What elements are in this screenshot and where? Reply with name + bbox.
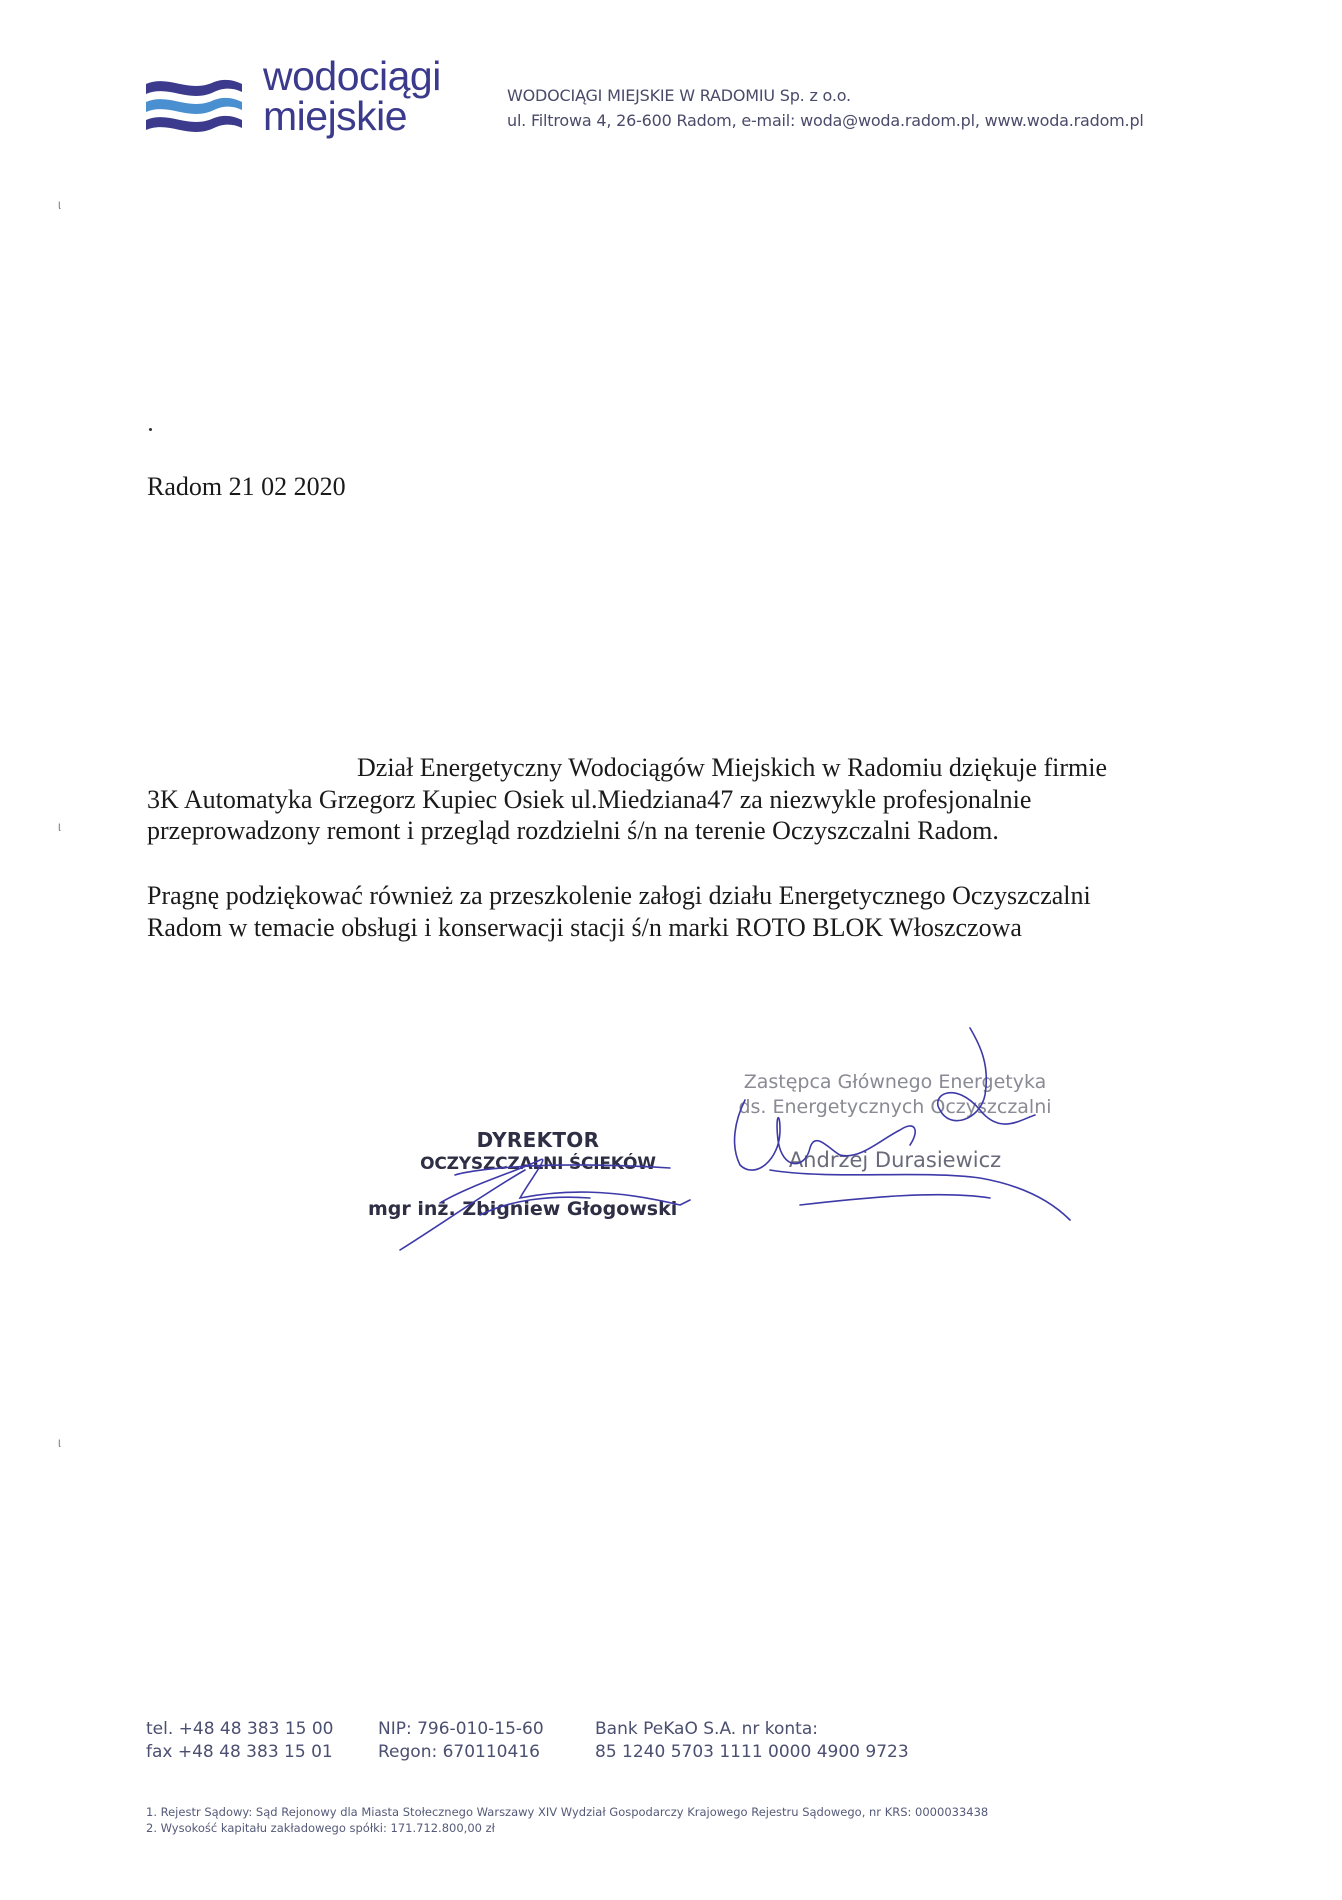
footer-phone-block [146, 1718, 334, 1764]
paragraph-2 [147, 880, 1197, 943]
footer-regon: Regon: 670110416 [378, 1742, 540, 1762]
footer-tel: tel. +48 48 383 15 00 [146, 1719, 334, 1739]
footer-fine-print [146, 1804, 988, 1836]
stamp-line: ds. Energetycznych Oczyszczalni [738, 1096, 1052, 1118]
margin-mark: ᶩ [58, 1438, 62, 1454]
stamp-title: DYREKTOR [476, 1128, 600, 1152]
paragraph-1-line: Dział Energetyczny Wodociągów Miejskich w Radomiu dziękuje firmie [357, 753, 1108, 782]
company-logo-wordmark [263, 53, 441, 139]
footer-note: 2. Wysokość kapitału zakładowego spółki: 171.712.800,00 zł [146, 1821, 495, 1835]
footer-id-block [378, 1718, 544, 1764]
logo-line1: wodociągi [263, 53, 441, 99]
company-header [507, 83, 1144, 133]
handwritten-signatures [380, 1020, 1080, 1260]
footer-bank-account: 85 1240 5703 1111 0000 4900 9723 [595, 1742, 909, 1762]
paragraph-1-line: 3K Automatyka Grzegorz Kupiec Osiek ul.Miedziana47 za niezwykle profesjonalnie [147, 784, 1032, 814]
margin-mark: ᶩ [58, 200, 62, 216]
stamp-name: Andrzej Durasiewicz [788, 1148, 1002, 1172]
margin-mark: ᶩ [58, 822, 62, 838]
paragraph-1 [147, 752, 1197, 847]
footer-note: 1. Rejestr Sądowy: Sąd Rejonowy dla Miasta Stołecznego Warszawy XIV Wydział Gospodarczy Krajowego Rejestru Sądowego, nr KRS: 0000033438 [146, 1805, 989, 1819]
footer-bank-block [595, 1718, 909, 1764]
stamp-line: Zastępca Głównego Energetyka [743, 1071, 1047, 1093]
paragraph-2-line: Radom w temacie obsługi i konserwacji stacji ś/n marki ROTO BLOK Włoszczowa [147, 912, 1022, 942]
letter-date: Radom 21 02 2020 [147, 472, 346, 501]
logo-line2: miejskie [263, 93, 408, 139]
footer-bank-label: Bank PeKaO S.A. nr konta: [595, 1719, 818, 1739]
paragraph-1-line: przeprowadzony remont i przegląd rozdzielni ś/n na terenie Oczyszczalni Radom. [147, 816, 999, 845]
company-address: ul. Filtrowa 4, 26-600 Radom, e-mail: woda@woda.radom.pl, www.woda.radom.pl [507, 111, 1144, 130]
footer-nip: NIP: 796-010-15-60 [378, 1719, 544, 1739]
dot-mark [149, 428, 152, 431]
stamp-subtitle: OCZYSZCZALNI ŚCIEKÓW [420, 1154, 656, 1174]
company-name: WODOCIĄGI MIEJSKIE W RADOMIU Sp. z o.o. [507, 86, 851, 105]
company-logo-icon [144, 70, 244, 140]
footer-fax: fax +48 48 383 15 01 [146, 1742, 333, 1762]
stamp-name: mgr inż. Zbigniew Głogowski [368, 1198, 678, 1220]
paragraph-2-line: Pragnę podziękować również za przeszkolenie załogi działu Energetycznego Oczyszczalni [147, 881, 1091, 910]
